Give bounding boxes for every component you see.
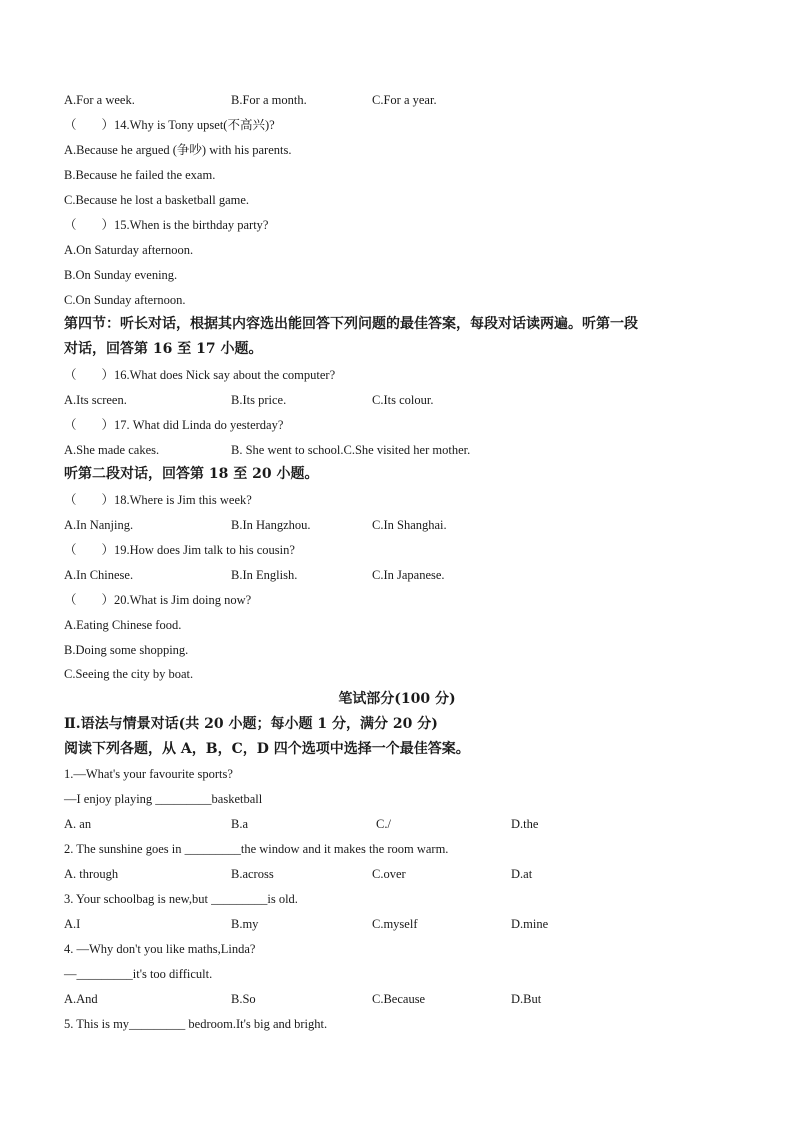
q3-option-a: A.I: [64, 917, 81, 931]
q16-option-c: C.Its colour.: [372, 393, 434, 407]
q14-option-a: A.Because he argued (争吵) with his parents.: [64, 143, 292, 157]
q2-option-d: D.at: [511, 867, 533, 881]
q1-option-b: B.a: [231, 817, 249, 831]
written-part-title: 笔试部分(100 分): [338, 691, 456, 707]
q2-option-b: B.across: [231, 867, 274, 881]
part-2-heading: Ⅱ.语法与情景对话(共 20 小题；每小题 1 分，满分 20 分): [64, 716, 438, 732]
q20-option-a: A.Eating Chinese food.: [64, 618, 182, 632]
q13-option-a: A.For a week.: [64, 93, 135, 107]
q14-option-c: C.Because he lost a basketball game.: [64, 193, 250, 207]
q4-option-a: A.And: [64, 992, 98, 1006]
question-2: 2. The sunshine goes in _________the window and it makes the room warm.: [64, 842, 449, 856]
q3-option-c: C.myself: [372, 917, 418, 931]
q19-option-b: B.In English.: [231, 568, 298, 582]
q16-option-a: A.Its screen.: [64, 393, 127, 407]
q14-option-b: B.Because he failed the exam.: [64, 168, 216, 182]
q4-option-b: B.So: [231, 992, 256, 1006]
question-20: （ ）20.What is Jim doing now?: [64, 593, 252, 607]
question-4: 4. —Why don't you like maths,Linda?: [64, 942, 256, 956]
question-5: 5. This is my_________ bedroom.It's big and bright.: [64, 1017, 328, 1031]
q2-option-c: C.over: [372, 867, 406, 881]
q15-option-b: B.On Sunday evening.: [64, 268, 178, 282]
q4-option-d: D.But: [511, 992, 542, 1006]
question-1-reply: —I enjoy playing _________basketball: [64, 792, 263, 806]
dialogue-2-heading: 听第二段对话，回答第 18 至 20 小题。: [64, 466, 319, 482]
section-4-heading-cont: 对话，回答第 16 至 17 小题。: [64, 341, 263, 357]
q17-option-a: A.She made cakes.: [64, 443, 160, 457]
q15-option-c: C.On Sunday afternoon.: [64, 293, 186, 307]
q20-option-b: B.Doing some shopping.: [64, 643, 189, 657]
q19-option-c: C.In Japanese.: [372, 568, 445, 582]
part-2-instructions: 阅读下列各题，从 A，B，C，D 四个选项中选择一个最佳答案。: [64, 741, 470, 757]
question-19: （ ）19.How does Jim talk to his cousin?: [64, 543, 295, 557]
q3-option-d: D.mine: [511, 917, 549, 931]
question-14: （ ）14.Why is Tony upset(不高兴)?: [64, 118, 275, 132]
section-4-heading: 第四节：听长对话，根据其内容选出能回答下列问题的最佳答案，每段对话读两遍。听第一段: [64, 316, 638, 332]
q20-option-c: C.Seeing the city by boat.: [64, 667, 194, 681]
q3-option-b: B.my: [231, 917, 259, 931]
question-18: （ ）18.Where is Jim this week?: [64, 493, 252, 507]
q17-option-b-c: B. She went to school.C.She visited her mother.: [231, 443, 471, 457]
q1-option-c: C./: [376, 817, 391, 831]
question-16: （ ）16.What does Nick say about the computer?: [64, 368, 336, 382]
question-1: 1.—What's your favourite sports?: [64, 767, 233, 781]
question-3: 3. Your schoolbag is new,but _________is old.: [64, 892, 298, 906]
q18-option-c: C.In Shanghai.: [372, 518, 447, 532]
q13-option-b: B.For a month.: [231, 93, 307, 107]
question-4-reply: —_________it's too difficult.: [64, 967, 213, 981]
q19-option-a: A.In Chinese.: [64, 568, 134, 582]
question-15: （ ）15.When is the birthday party?: [64, 218, 269, 232]
q2-option-a: A. through: [64, 867, 119, 881]
q4-option-c: C.Because: [372, 992, 426, 1006]
q1-option-d: D.the: [511, 817, 539, 831]
q16-option-b: B.Its price.: [231, 393, 287, 407]
q18-option-a: A.In Nanjing.: [64, 518, 134, 532]
q13-option-c: C.For a year.: [372, 93, 437, 107]
question-17: （ ）17. What did Linda do yesterday?: [64, 418, 284, 432]
q18-option-b: B.In Hangzhou.: [231, 518, 311, 532]
q1-option-a: A. an: [64, 817, 92, 831]
q15-option-a: A.On Saturday afternoon.: [64, 243, 194, 257]
